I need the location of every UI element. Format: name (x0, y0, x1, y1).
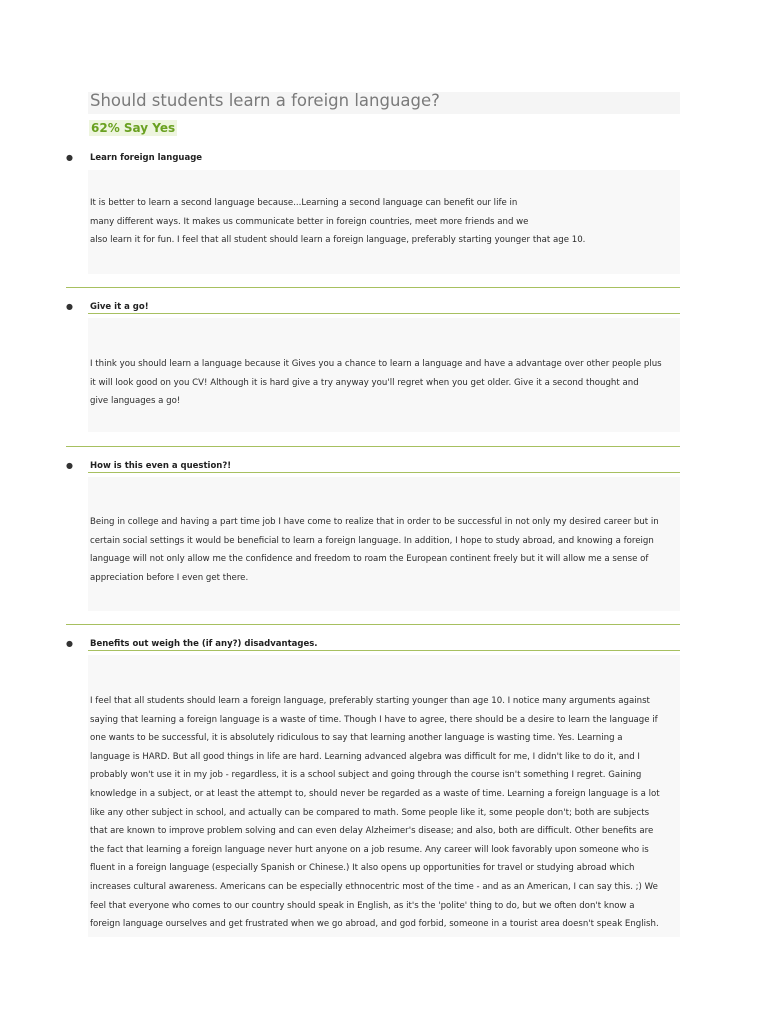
bullet-icon: ● (66, 461, 73, 470)
argument-body: It is better to learn a second language because...Learning a second language can benefit our life in many different ways. It makes us communicate better in foreign countries, meet more friends and we also learn it for fun. I feel that all student should learn a foreign language, preferably starting younger that age 10. (90, 198, 586, 246)
argument-separator (66, 446, 680, 447)
argument-body: I think you should learn a language because it Gives you a chance to learn a language and have a advantage over other people plus it will look good on you CV! Although it is hard give a try anyway you'll regret when you get older. Give it a second thought and give languages a go! (90, 359, 662, 407)
bullet-icon: ● (66, 302, 73, 311)
bullet-icon: ● (66, 153, 73, 162)
heading-underline (88, 650, 680, 651)
argument-heading[interactable]: Benefits out weigh the (if any?) disadvantages. (90, 639, 318, 649)
page-title: Should students learn a foreign language? (90, 91, 440, 110)
argument-heading[interactable]: Learn foreign language (90, 153, 203, 163)
argument-heading[interactable]: How is this even a question?! (90, 461, 232, 471)
argument-body: Being in college and having a part time job I have come to realize that in order to be successful in not only my desired career but in certain social settings it would be beneficial to learn a foreign language. In addition, I hope to study abroad, and knowing a foreign language will not only allow me the confidence and freedom to roam the European continent freely but it will allow me a sense of appreciation before I even get there. (90, 517, 659, 583)
argument-separator (66, 624, 680, 625)
vote-summary-badge: 62% Say Yes (91, 121, 176, 135)
argument-separator (66, 287, 680, 288)
argument-body: I feel that all students should learn a foreign language, preferably starting younger than age 10. I notice many arguments against saying that learning a foreign language is a waste of time. Though I have to agree, there should be a desire to learn the language if one wants to be successful, it is absolutely ridiculous to say that learning another language is wasting time. Yes. Learning a language is HARD. But all good things in life are hard. Learning advanced algebra was difficult for me, I didn't like to do it, and I probably won't use it in my job - regardless, it is a school subject and going through the course isn't something I regret. Gaining knowledge in a subject, or at least the attempt to, should never be regarded as a waste of time. Learning a foreign language is a lot like any other subject in school, and actually can be compared to math. Some people like it, some people don't; both are subjects that are known to improve problem solving and can even delay Alzheimer's disease; and also, both are difficult. Other benefits are the fact that learning a foreign language never hurt anyone on a job resume. Any career will look favorably upon someone who is fluent in a foreign language (especially Spanish or Chinese.) It also opens up opportunities for travel or studying abroad which increases cultural awareness. Americans can be especially ethnocentric most of the time - and as an American, I can say this. ;) We feel that everyone who comes to our country should speak in English, as it's the 'polite' thing to do, but we often don't know a foreign language ourselves and get frustrated when we go abroad, and god forbid, someone in a tourist area doesn't speak English. (90, 696, 660, 930)
heading-underline (88, 313, 680, 314)
argument-heading[interactable]: Give it a go! (90, 302, 149, 312)
heading-underline (88, 472, 680, 473)
bullet-icon: ● (66, 639, 73, 648)
